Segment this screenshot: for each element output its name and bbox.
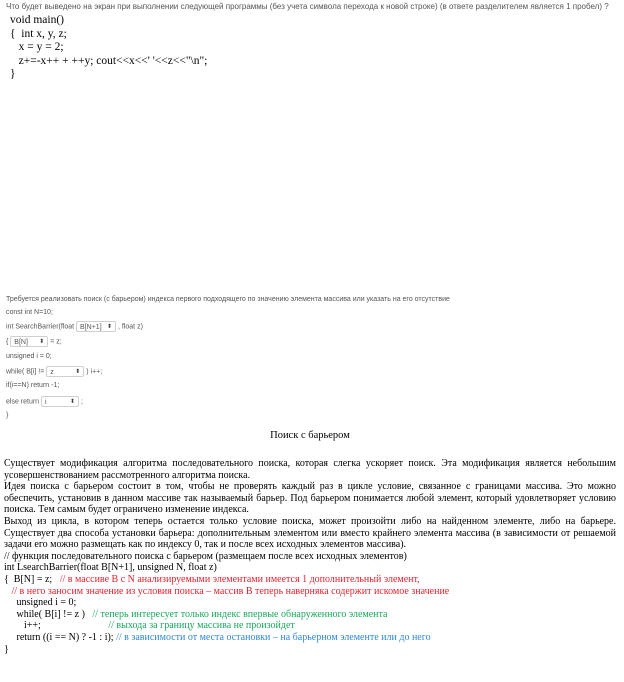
code-func-start: int SearchBarrier(float bbox=[6, 323, 75, 331]
while-select-value: z bbox=[50, 369, 54, 376]
code-else-end: ; bbox=[80, 398, 83, 406]
code-line: { int x, y, z; bbox=[10, 27, 67, 40]
code-unsigned-line: unsigned i = 0; bbox=[6, 353, 52, 360]
code-comment: // выхода за границу массива не произойдет bbox=[40, 620, 295, 632]
code-while-end: ) i++; bbox=[86, 368, 103, 376]
question-2-text: Требуется реализовать поиск (с барьером) индекса первого подходящего по значению элемента массива или указать на его отсутствие bbox=[6, 296, 450, 303]
code-line: x = y = 2; bbox=[10, 41, 64, 53]
code-signature: int LsearchBarrier(float B[N+1], unsigned N, float z) bbox=[4, 562, 217, 574]
code-comment: // в зависимости от места остановки – на барьерном элементе или до него bbox=[113, 631, 431, 643]
code-const-line: const int N=10; bbox=[6, 309, 53, 316]
barrier-select-value: B[N] bbox=[14, 339, 28, 346]
code-line: unsigned i = 0; bbox=[4, 597, 77, 609]
question-1-text: Что будет выведено на экран при выполнении следующей программы (без учета символа перехода к новой строке) (в ответе разделителем является 1 пробел) ? bbox=[6, 2, 609, 11]
while-select[interactable] bbox=[46, 366, 84, 377]
code-func-line bbox=[6, 321, 143, 332]
code-func-end: , float z) bbox=[118, 323, 143, 331]
param-select-value: B[N+1] bbox=[80, 324, 102, 331]
code-line: } bbox=[4, 643, 9, 655]
barrier-select[interactable] bbox=[10, 336, 48, 347]
code-text: while( B[i] != z ) bbox=[4, 608, 85, 620]
theory-heading: Поиск с барьером bbox=[270, 430, 350, 441]
updown-arrows-icon: ⬍ bbox=[75, 369, 81, 375]
code-line bbox=[4, 609, 616, 621]
updown-arrows-icon: ⬍ bbox=[70, 399, 76, 405]
code-while-start: while( B[i] != bbox=[6, 368, 45, 376]
code-else-start: else return bbox=[6, 398, 40, 406]
code-assign: = z; bbox=[50, 338, 62, 346]
code-text: i++; bbox=[4, 620, 41, 632]
code-barrier-line bbox=[6, 336, 62, 347]
code-comment: // в массиве B с N анализируемыми элементами имеется 1 дополнительный элемент, bbox=[52, 573, 420, 585]
return-select[interactable] bbox=[41, 396, 79, 407]
theory-paragraph: Выход из цикла, в котором теперь остается только условие поиска, может произойти либо на найденном элементе, либо на барьере. Существует два способа установки барьера: дополнительным элементом или вместо крайнего элемента массива (в зависимости от решаемой задачи его можно размещать как по индексу 0, так и после всех исходных элементов массива). bbox=[4, 515, 616, 551]
code-line bbox=[4, 574, 616, 586]
code-comment: // теперь интересует только индекс впервые обнаруженного элемента bbox=[84, 608, 388, 620]
question-1-code bbox=[10, 14, 207, 82]
param-select[interactable] bbox=[76, 321, 116, 332]
theory-section bbox=[4, 430, 616, 655]
updown-arrows-icon: ⬍ bbox=[107, 324, 113, 330]
code-brace: { bbox=[6, 338, 9, 346]
updown-arrows-icon: ⬍ bbox=[39, 339, 45, 345]
theory-paragraph: Идея поиска с барьером состоит в том, чтобы не проверять каждый раз в цикле условие, связанное с границами массива. Это можно обеспечить, установив в данном массиве так называемый барьер. Под барьером понимается любой элемент, который удовлетворяет условию поиска. Тем самым будет ограничено изменение индекса. bbox=[4, 481, 616, 516]
code-text: return ((i == N) ? -1 : i); bbox=[4, 631, 114, 643]
code-line: } bbox=[10, 68, 16, 80]
code-text: { B[N] = z; bbox=[4, 573, 53, 585]
code-else-line bbox=[6, 396, 83, 407]
code-line: void main() bbox=[10, 14, 64, 26]
theory-paragraph: Существует модификация алгоритма последовательного поиска, которая слегка ускоряет поиск. Эта модификация является небольшим усовершенствованием рассмотренного алгоритма поиска. bbox=[4, 458, 616, 481]
return-select-value: i bbox=[45, 399, 47, 406]
code-line: z+=-x++ + ++y; cout<<x<<' '<<z<<"\n"; bbox=[10, 54, 208, 67]
code-line bbox=[4, 632, 616, 644]
code-comment-line: // в него заносим значение из условия поиска – массив B теперь наверняка содержит искомое значение bbox=[4, 585, 450, 597]
code-close-line: } bbox=[6, 412, 9, 419]
code-comment-line: // функция последовательного поиска с барьером (размещаем после всех исходных элементов) bbox=[4, 550, 407, 562]
code-while-line bbox=[6, 366, 102, 377]
code-line bbox=[4, 620, 616, 632]
code-if-line: if(i==N) return -1; bbox=[6, 382, 60, 389]
